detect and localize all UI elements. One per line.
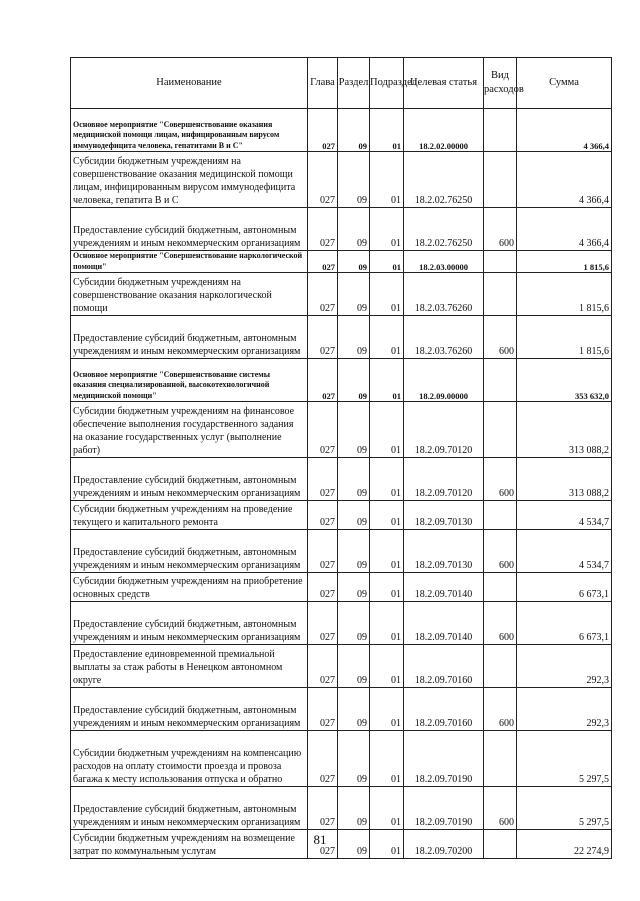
row-podrazdel: 01 — [370, 273, 404, 316]
row-podrazdel: 01 — [370, 530, 404, 573]
row-vid — [484, 359, 517, 402]
row-podrazdel: 01 — [370, 458, 404, 501]
row-article: 18.2.02.76250 — [404, 152, 484, 208]
row-glava: 027 — [308, 316, 338, 359]
row-article: 18.2.03.00000 — [404, 251, 484, 273]
row-article: 18.2.09.70120 — [404, 458, 484, 501]
row-razdel: 09 — [338, 501, 370, 530]
row-razdel: 09 — [338, 830, 370, 859]
row-podrazdel: 01 — [370, 731, 404, 787]
row-razdel: 09 — [338, 602, 370, 645]
row-name: Субсидии бюджетным учреждениям на совершенствование оказания медицинской помощи лицам, инфицированным вирусом иммунодефицита человека, гепатита В и С — [71, 152, 308, 208]
row-vid — [484, 402, 517, 458]
row-vid — [484, 152, 517, 208]
row-razdel: 09 — [338, 359, 370, 402]
row-glava: 027 — [308, 787, 338, 830]
row-name: Предоставление субсидий бюджетным, автономным учреждениям и иным некоммерческим организациям — [71, 458, 308, 501]
row-name: Предоставление единовременной премиальной выплаты за стаж работы в Ненецком автономном округе — [71, 645, 308, 688]
row-glava: 027 — [308, 402, 338, 458]
row-sum: 4 366,4 — [517, 109, 612, 152]
table-row — [71, 208, 612, 251]
row-sum: 5 297,5 — [517, 731, 612, 787]
row-razdel: 09 — [338, 208, 370, 251]
row-razdel: 09 — [338, 645, 370, 688]
row-glava: 027 — [308, 208, 338, 251]
budget-table — [70, 57, 612, 859]
row-article: 18.2.09.70160 — [404, 688, 484, 731]
row-sum: 1 815,6 — [517, 251, 612, 273]
table-row — [71, 109, 612, 152]
row-name: Основное мероприятие "Совершенствование наркологической помощи" — [71, 251, 308, 273]
row-name: Предоставление субсидий бюджетным, автономным учреждениям и иным некоммерческим организациям — [71, 208, 308, 251]
row-podrazdel: 01 — [370, 602, 404, 645]
row-razdel: 09 — [338, 273, 370, 316]
header-name: Наименование — [71, 58, 308, 109]
row-name: Основное мероприятие "Совершенствование системы оказания специализированной, высокотехнологичной медицинской помощи" — [71, 359, 308, 402]
row-razdel: 09 — [338, 251, 370, 273]
table-row — [71, 273, 612, 316]
row-razdel: 09 — [338, 402, 370, 458]
row-podrazdel: 01 — [370, 251, 404, 273]
row-sum: 313 088,2 — [517, 458, 612, 501]
table-row — [71, 602, 612, 645]
row-podrazdel: 01 — [370, 152, 404, 208]
row-article: 18.2.09.70140 — [404, 602, 484, 645]
row-name: Основное мероприятие "Совершенствование оказания медицинской помощи лицам, инфицированным вирусом иммунодефицита человека, гепатитами В и С" — [71, 109, 308, 152]
row-podrazdel: 01 — [370, 787, 404, 830]
row-article: 18.2.09.00000 — [404, 359, 484, 402]
row-podrazdel: 01 — [370, 688, 404, 731]
row-razdel: 09 — [338, 688, 370, 731]
row-razdel: 09 — [338, 316, 370, 359]
row-name: Предоставление субсидий бюджетным, автономным учреждениям и иным некоммерческим организациям — [71, 688, 308, 731]
row-article: 18.2.09.70130 — [404, 501, 484, 530]
table-row — [71, 501, 612, 530]
row-article: 18.2.02.00000 — [404, 109, 484, 152]
row-name: Субсидии бюджетным учреждениям на совершенствование оказания наркологической помощи — [71, 273, 308, 316]
row-razdel: 09 — [338, 109, 370, 152]
row-sum: 5 297,5 — [517, 787, 612, 830]
page-number: 81 — [313, 832, 327, 847]
row-name: Субсидии бюджетным учреждениям на финансовое обеспечение выполнения государственного задания на оказание государственных услуг (выполнение работ) — [71, 402, 308, 458]
row-razdel: 09 — [338, 152, 370, 208]
table-row — [71, 251, 612, 273]
row-vid: 600 — [484, 602, 517, 645]
row-vid — [484, 573, 517, 602]
header-podrazdel: Подраздел — [370, 58, 404, 109]
row-vid: 600 — [484, 208, 517, 251]
row-razdel: 09 — [338, 573, 370, 602]
row-vid: 600 — [484, 688, 517, 731]
row-podrazdel: 01 — [370, 402, 404, 458]
header-sum: Сумма — [517, 58, 612, 109]
row-article: 18.2.09.70130 — [404, 530, 484, 573]
row-glava: 027 — [308, 530, 338, 573]
row-sum: 6 673,1 — [517, 602, 612, 645]
row-podrazdel: 01 — [370, 109, 404, 152]
row-glava: 027 — [308, 109, 338, 152]
row-article: 18.2.09.70200 — [404, 830, 484, 859]
row-vid — [484, 273, 517, 316]
row-sum: 353 632,0 — [517, 359, 612, 402]
row-sum: 1 815,6 — [517, 316, 612, 359]
table-row — [71, 645, 612, 688]
row-name: Предоставление субсидий бюджетным, автономным учреждениям и иным некоммерческим организациям — [71, 530, 308, 573]
row-sum: 292,3 — [517, 645, 612, 688]
row-glava: 027 — [308, 731, 338, 787]
row-podrazdel: 01 — [370, 573, 404, 602]
row-vid — [484, 501, 517, 530]
row-vid: 600 — [484, 316, 517, 359]
row-article: 18.2.09.70140 — [404, 573, 484, 602]
row-glava: 027 — [308, 152, 338, 208]
row-glava: 027 — [308, 688, 338, 731]
row-glava: 027 — [308, 573, 338, 602]
row-glava: 027 — [308, 273, 338, 316]
table-row — [71, 316, 612, 359]
header-vid: Вид расходов — [484, 58, 517, 109]
row-podrazdel: 01 — [370, 208, 404, 251]
row-razdel: 09 — [338, 731, 370, 787]
header-glava: Глава — [308, 58, 338, 109]
row-name: Предоставление субсидий бюджетным, автономным учреждениям и иным некоммерческим организациям — [71, 787, 308, 830]
row-glava: 027 — [308, 645, 338, 688]
row-name: Субсидии бюджетным учреждениям на приобретение основных средств — [71, 573, 308, 602]
row-vid: 600 — [484, 530, 517, 573]
row-sum: 1 815,6 — [517, 273, 612, 316]
row-vid — [484, 645, 517, 688]
row-sum: 292,3 — [517, 688, 612, 731]
table-row — [71, 152, 612, 208]
row-sum: 4 534,7 — [517, 530, 612, 573]
row-article: 18.2.09.70190 — [404, 731, 484, 787]
table-row — [71, 731, 612, 787]
row-name: Субсидии бюджетным учреждениям на проведение текущего и капитального ремонта — [71, 501, 308, 530]
row-name: Предоставление субсидий бюджетным, автономным учреждениям и иным некоммерческим организациям — [71, 602, 308, 645]
row-podrazdel: 01 — [370, 645, 404, 688]
row-razdel: 09 — [338, 458, 370, 501]
row-article: 18.2.09.70120 — [404, 402, 484, 458]
row-name: Предоставление субсидий бюджетным, автономным учреждениям и иным некоммерческим организациям — [71, 316, 308, 359]
row-razdel: 09 — [338, 787, 370, 830]
row-glava: 027 — [308, 458, 338, 501]
row-vid: 600 — [484, 787, 517, 830]
table-row — [71, 787, 612, 830]
table-row — [71, 530, 612, 573]
table-row — [71, 573, 612, 602]
row-glava: 027 — [308, 602, 338, 645]
row-glava: 027 — [308, 251, 338, 273]
table-header-row — [71, 58, 612, 109]
row-sum: 4 534,7 — [517, 501, 612, 530]
row-sum: 22 274,9 — [517, 830, 612, 859]
row-podrazdel: 01 — [370, 830, 404, 859]
row-name: Субсидии бюджетным учреждениям на возмещение затрат по коммунальным услугам — [71, 830, 308, 859]
row-sum: 4 366,4 — [517, 208, 612, 251]
row-article: 18.2.03.76260 — [404, 273, 484, 316]
row-vid — [484, 731, 517, 787]
row-razdel: 09 — [338, 530, 370, 573]
row-podrazdel: 01 — [370, 316, 404, 359]
row-name: Субсидии бюджетным учреждениям на компенсацию расходов на оплату стоимости проезда и провоза багажа к месту использования отпуска и обратно — [71, 731, 308, 787]
row-vid — [484, 109, 517, 152]
row-vid — [484, 251, 517, 273]
row-article: 18.2.09.70190 — [404, 787, 484, 830]
header-article: Целевая статья — [404, 58, 484, 109]
table-row — [71, 359, 612, 402]
row-glava: 027 — [308, 501, 338, 530]
table-row — [71, 688, 612, 731]
row-vid: 600 — [484, 458, 517, 501]
table-row — [71, 458, 612, 501]
row-sum: 6 673,1 — [517, 573, 612, 602]
row-glava: 027 — [308, 830, 338, 859]
row-podrazdel: 01 — [370, 501, 404, 530]
row-article: 18.2.03.76260 — [404, 316, 484, 359]
table-row — [71, 402, 612, 458]
row-glava: 027 — [308, 359, 338, 402]
row-article: 18.2.02.76250 — [404, 208, 484, 251]
row-article: 18.2.09.70160 — [404, 645, 484, 688]
header-razdel: Раздел — [338, 58, 370, 109]
row-sum: 4 366,4 — [517, 152, 612, 208]
row-podrazdel: 01 — [370, 359, 404, 402]
row-sum: 313 088,2 — [517, 402, 612, 458]
